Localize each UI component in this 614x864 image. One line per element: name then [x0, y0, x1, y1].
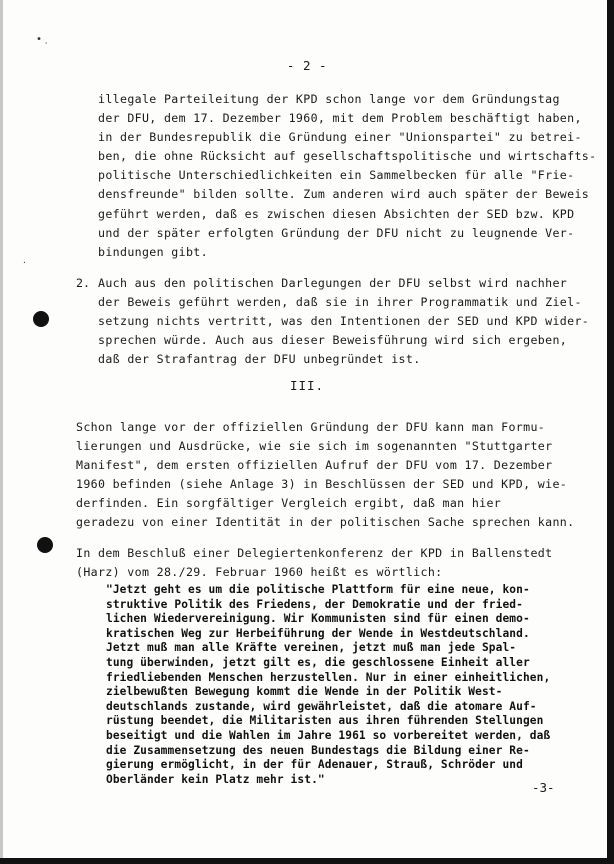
text-line: geführt werden, daß es zwischen diesen Absichten der SED bzw. KPD [98, 206, 575, 221]
quote-line: rüstung beendet, die Militaristen aus ihren führenden Stellungen [106, 714, 544, 728]
text-line: in der Bundesrepublik die Gründung einer "Unionspartei" zu betrei- [98, 130, 582, 145]
text-line: densfreunde" bilden sollte. Zum anderen wird auch später der Beweis [98, 187, 590, 202]
list-item-number: 2. [76, 276, 90, 290]
quote-line: deutschlands zustande, wird gewährleistet, daß die atomare Auf- [106, 699, 537, 713]
scan-speck: • [36, 34, 43, 45]
quote-line: beseitigt und die Wahlen im Jahre 1961 so vorbereitet werden, daß [106, 728, 551, 742]
text-line: In dem Beschluß einer Delegiertenkonferenz der KPD in Ballenstedt [76, 546, 553, 560]
section-heading: III. [289, 378, 325, 393]
text-line: derfinden. Ein sorgfältiger Vergleich ergibt, daß man hier [76, 496, 502, 511]
text-line: bindungen gibt. [98, 244, 208, 259]
quote-line: "Jetzt geht es um die politische Plattform für eine neue, kon- [106, 583, 530, 596]
quote-line: friedliebenden Menschen herzustellen. Nur in einer einheitlichen, [106, 670, 551, 684]
scan-speck: · [22, 258, 27, 267]
text-line: Schon lange vor der offiziellen Gründung der DFU kann man Formu- [76, 420, 546, 434]
continuation-paragraph [98, 90, 596, 262]
text-line: und der später erfolgten Gründung der DFU nicht zu leugnende Ver- [98, 225, 575, 240]
text-line: 1960 befinden (siehe Anlage 3) in Beschlüssen der SED und KPD, wie- [76, 477, 568, 492]
text-line: Manifest", dem ersten offiziellen Aufruf der DFU vom 17. Dezember [76, 458, 553, 473]
text-line: politische Unterschiedlichkeiten ein Sammelbecken für alle "Frie- [98, 168, 575, 183]
scan-left-shadow [0, 0, 3, 864]
quote-line: struktive Politik des Friedens, der Demokratie und der fried- [106, 597, 523, 611]
quote-line: tung überwinden, jetzt gilt es, die geschlossene Einheit aller [106, 655, 530, 669]
text-line: lierungen und Ausdrücke, wie sie sich im sogenannten "Stuttgarter [76, 439, 553, 454]
text-line: der DFU, dem 17. Dezember 1960, mit dem Problem beschäftigt haben, [98, 111, 582, 126]
scan-right-border [607, 0, 614, 864]
text-line: illegale Parteileitung der KPD schon lange vor dem Gründungstag [98, 92, 560, 106]
quotation-block [106, 583, 550, 787]
quote-line: kratischen Weg zur Herbeiführung der Wende in Westdeutschland. [106, 626, 530, 640]
quote-line: Oberländer kein Platz mehr ist." [106, 772, 325, 786]
quote-line: gierung ermöglicht, in der für Adenauer, Strauß, Schröder und [106, 758, 523, 772]
text-line: sprechen würde. Auch aus dieser Beweisführung wird sich ergeben, [98, 333, 568, 348]
text-line: Auch aus den politischen Darlegungen der DFU selbst wird nachher [98, 276, 568, 290]
next-page-marker: -3- [532, 780, 555, 795]
punch-hole [33, 311, 49, 327]
section-paragraph [76, 544, 552, 582]
text-line: geradezu von einer Identität in der politischen Sache sprechen kann. [76, 515, 575, 530]
quote-line: Jetzt muß man alle Kräfte vereinen, jetzt muß man jede Spal- [106, 641, 517, 655]
text-line: ben, die ohne Rücksicht auf gesellschaftspolitische und wirtschafts- [98, 149, 597, 164]
text-line: setzung nichts vertritt, was den Intentionen der SED und KPD wider- [98, 314, 590, 329]
punch-hole [37, 537, 53, 553]
page-number: - 2 - [286, 58, 328, 73]
text-line: (Harz) vom 28./29. Februar 1960 heißt es wörtlich: [76, 565, 443, 580]
scan-bottom-border [0, 858, 614, 864]
scan-speck: ' [44, 41, 49, 49]
section-paragraph [76, 418, 574, 533]
text-line: der Beweis geführt werden, daß sie in ihrer Programmatik und Ziel- [98, 295, 582, 310]
quote-line: die Zusammensetzung des neuen Bundestags die Bildung einer Re- [106, 743, 530, 757]
quote-line: zielbewußten Bewegung kommt die Wende in der Politik West- [106, 685, 503, 699]
quote-line: lichen Wiedervereinigung. Wir Kommunisten sind für einen demo- [106, 612, 530, 626]
text-line: daß der Strafantrag der DFU unbegründet ist. [98, 352, 421, 367]
list-item-paragraph [98, 274, 589, 369]
